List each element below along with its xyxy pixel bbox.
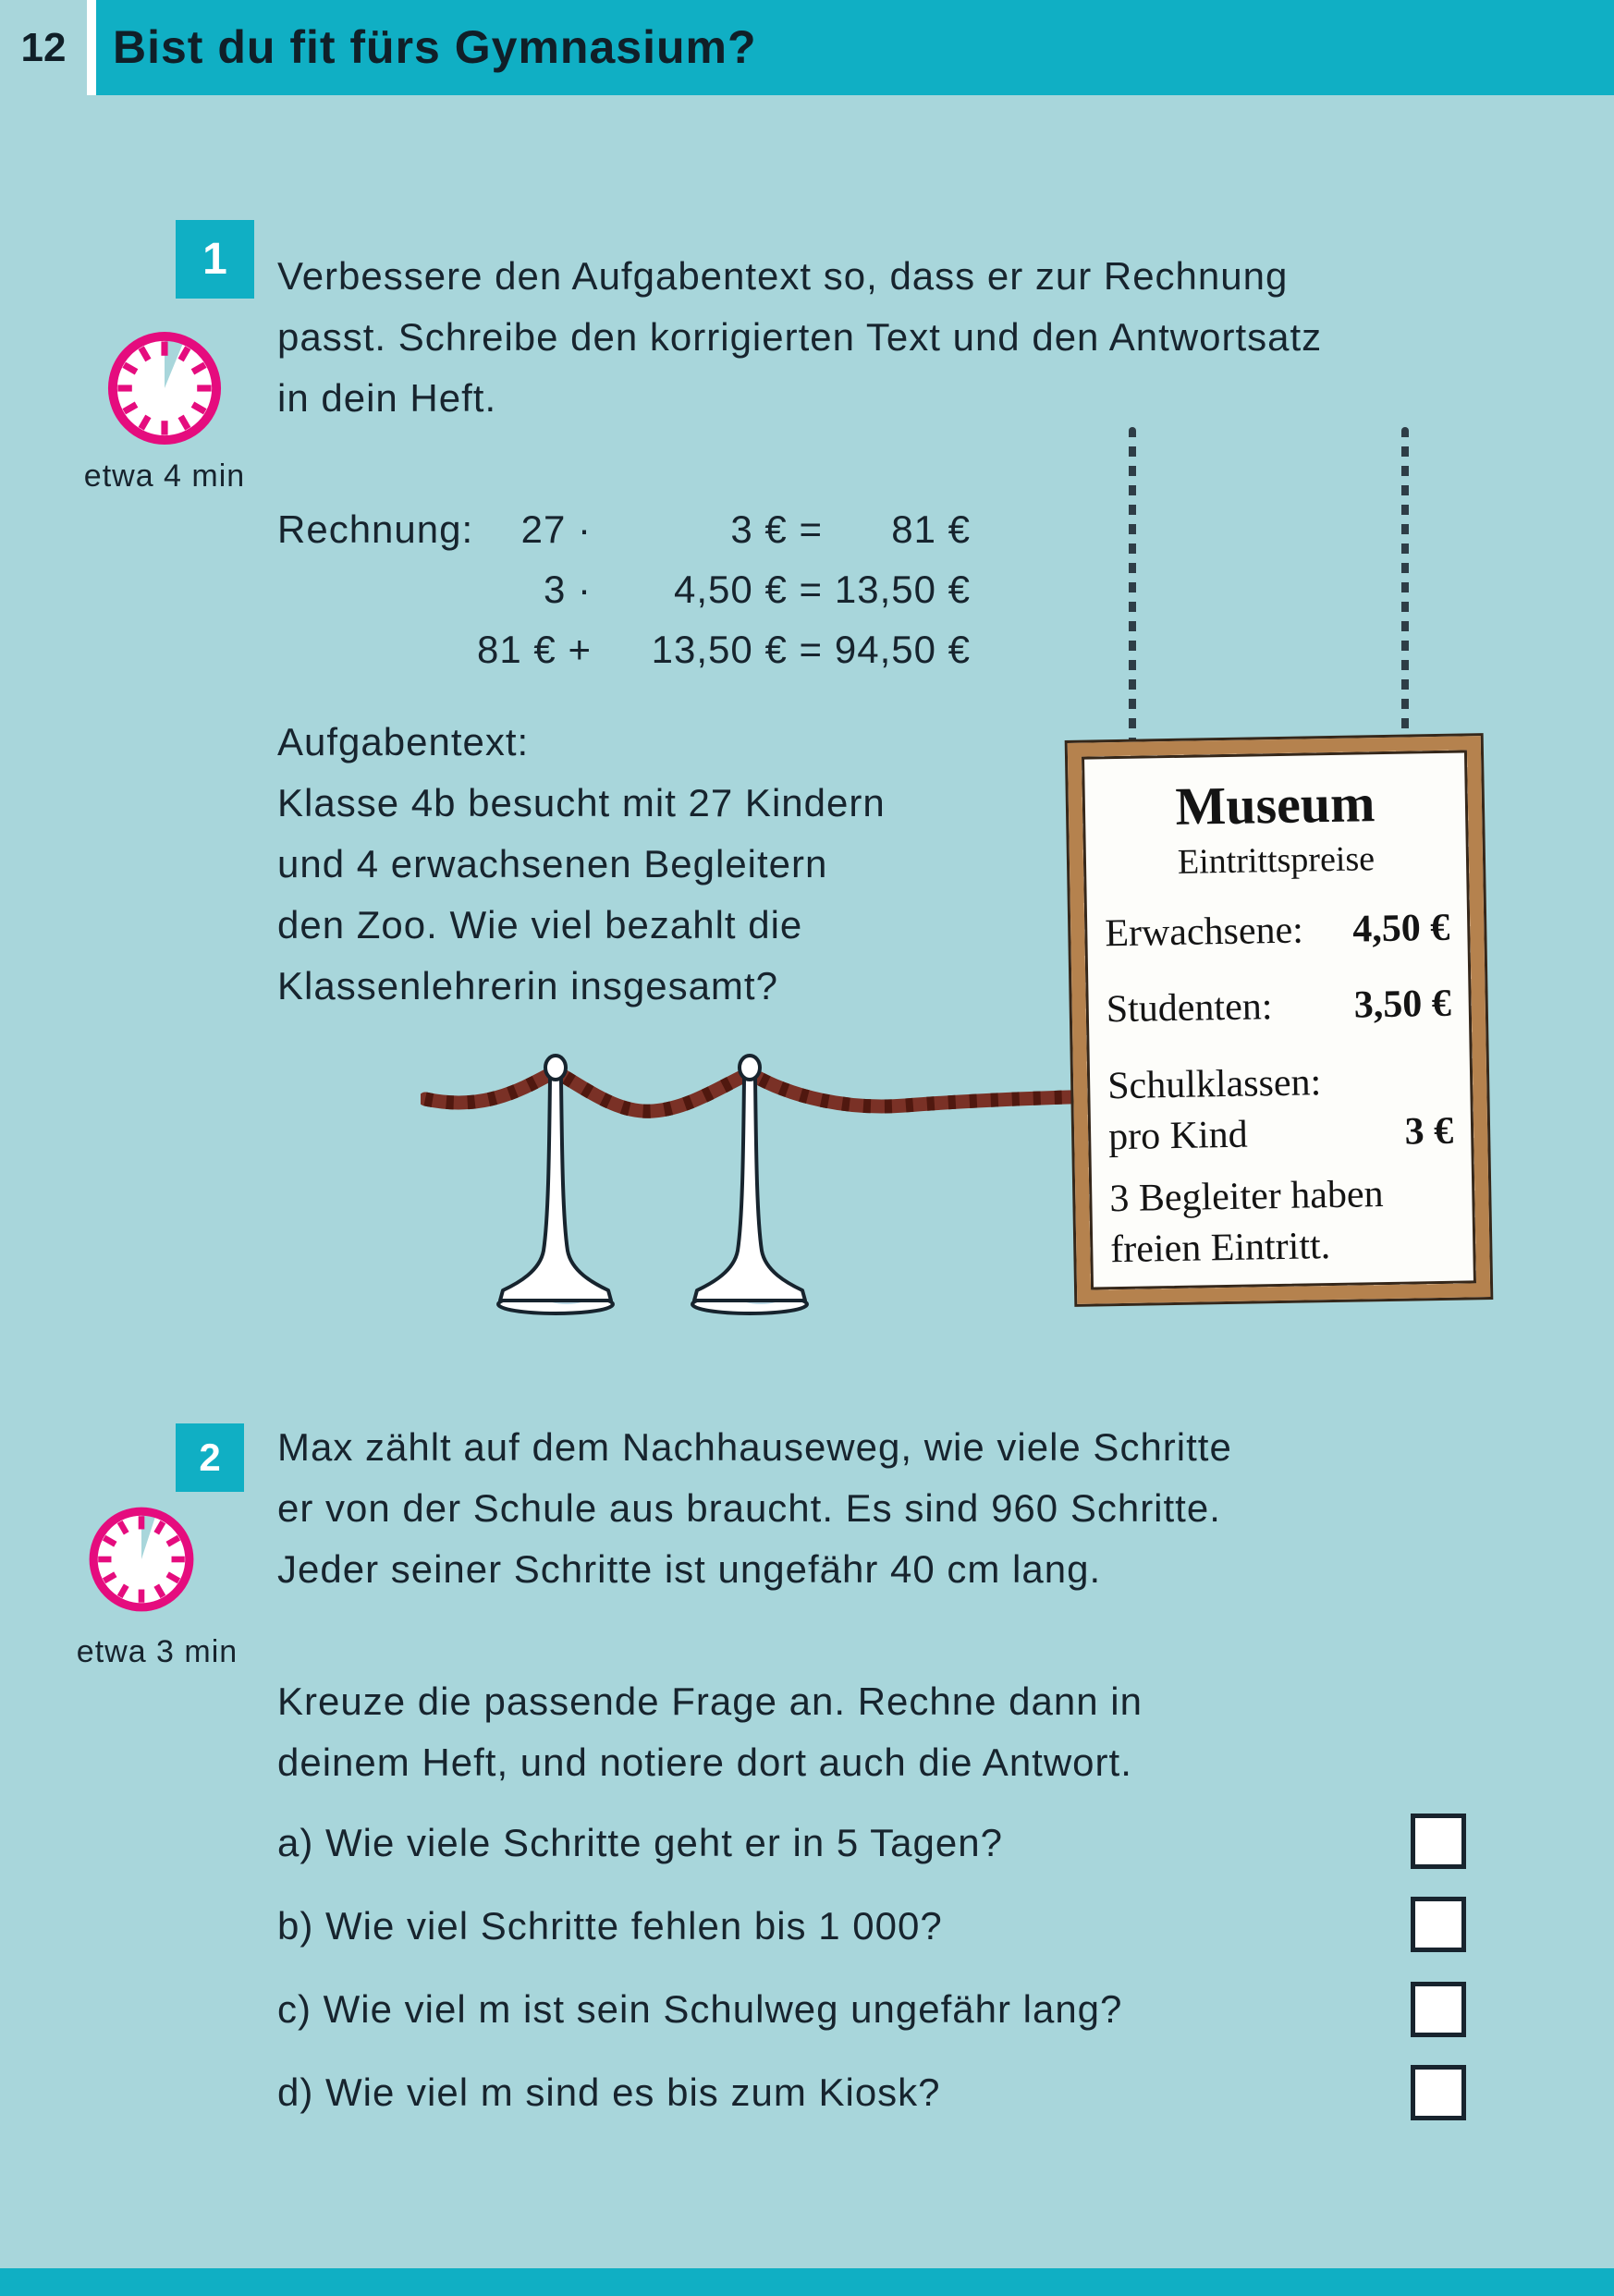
calc-operand: 81 € + [477, 628, 592, 671]
sign-subtitle: Eintrittspreise [1177, 839, 1376, 882]
exercise-2-number: 2 [199, 1435, 221, 1479]
calc-operand: 13,50 € = [651, 628, 823, 671]
calc-label [277, 559, 453, 619]
calc-result: 81 € [891, 507, 971, 551]
intro-line: in dein Heft. [277, 376, 497, 420]
calculation-row [277, 619, 971, 679]
calculation-row [277, 559, 971, 619]
time-estimate-label: etwa 4 min [83, 458, 246, 494]
sign-note-line: 3 Begleiter haben [1108, 1173, 1384, 1221]
question-c: c) Wie viel m ist sein Schulweg ungefähr lang? [277, 1987, 1123, 2031]
question-b: b) Wie viel Schritte fehlen bis 1 000? [277, 1904, 943, 1948]
price-row [1106, 982, 1451, 1032]
exercise-1-badge [176, 220, 254, 299]
footer-band [0, 2268, 1614, 2296]
price-value: 3 € [1404, 1109, 1454, 1154]
calc-label: Rechnung: [277, 507, 474, 551]
calc-operand: 3 € = [730, 507, 823, 551]
time-estimate-label: etwa 3 min [76, 1634, 238, 1669]
rope-barrier-illustration [421, 1031, 1105, 1336]
calc-label [277, 619, 453, 679]
intro-line: Verbessere den Aufgabentext so, dass er zur Rechnung [277, 254, 1289, 298]
answer-checkbox-a[interactable] [1411, 1814, 1466, 1869]
exercise-1-intro [277, 246, 1322, 429]
clock-icon [85, 1503, 198, 1616]
price-label: pro Kind [1107, 1113, 1249, 1159]
intro-line: er von der Schule aus braucht. Es sind 960 Schritte. [277, 1486, 1221, 1530]
answer-checkbox-b[interactable] [1411, 1897, 1466, 1952]
task-line: Klasse 4b besucht mit 27 Kindern [277, 781, 886, 824]
price-value: 3,50 € [1353, 982, 1452, 1027]
question-d: d) Wie viel m sind es bis zum Kiosk? [277, 2070, 941, 2114]
price-value: 4,50 € [1351, 906, 1450, 951]
task-line: und 4 erwachsenen Begleitern [277, 842, 828, 885]
header-divider [87, 0, 96, 95]
exercise-2-badge [176, 1423, 244, 1492]
price-label: Studenten: [1106, 985, 1273, 1032]
exercise-1-number: 1 [202, 235, 227, 284]
calculation-row [277, 499, 971, 559]
museum-price-sign [1068, 736, 1491, 1304]
intro-line: passt. Schreibe den korrigierten Text und den Antwortsatz [277, 315, 1323, 359]
instruction-line: deinem Heft, und notiere dort auch die Antwort. [277, 1740, 1132, 1784]
task-line: den Zoo. Wie viel bezahlt die [277, 903, 803, 946]
page-title: Bist du fit fürs Gymnasium? [113, 21, 757, 73]
calc-operand: 3 · [543, 568, 592, 611]
chain-icon [1129, 427, 1136, 751]
task-heading: Aufgabentext: [277, 720, 530, 763]
price-row [1105, 906, 1450, 957]
calculation-block [277, 499, 971, 679]
header-band [96, 0, 1614, 95]
task-line: Klassenlehrerin insgesamt? [277, 964, 778, 1008]
calc-result: 13,50 € [834, 568, 971, 611]
exercise-2-instructions [277, 1671, 1143, 1793]
exercise-1-task-text [277, 712, 886, 1017]
calc-operand: 4,50 € = [674, 568, 823, 611]
calc-result: 94,50 € [834, 628, 971, 671]
page-number-block [0, 0, 87, 95]
price-row [1108, 1109, 1454, 1160]
price-label: Erwachsene: [1104, 909, 1304, 956]
chain-icon [1401, 427, 1409, 751]
price-group-heading: Schulklassen: [1107, 1061, 1322, 1108]
answer-checkbox-c[interactable] [1411, 1982, 1466, 2037]
question-a: a) Wie viele Schritte geht er in 5 Tagen? [277, 1821, 1003, 1864]
sign-note [1109, 1168, 1456, 1276]
intro-line: Max zählt auf dem Nachhauseweg, wie viele Schritte [277, 1425, 1232, 1469]
page-number: 12 [20, 25, 67, 70]
instruction-line: Kreuze die passende Frage an. Rechne dann in [277, 1679, 1143, 1723]
sign-title: Museum [1174, 773, 1376, 837]
calc-operand: 27 · [520, 507, 592, 551]
sign-note-line: freien Eintritt. [1109, 1225, 1331, 1272]
clock-icon [104, 327, 226, 449]
exercise-2-intro [277, 1417, 1232, 1600]
answer-checkbox-d[interactable] [1411, 2065, 1466, 2120]
intro-line: Jeder seiner Schritte ist ungefähr 40 cm lang. [277, 1547, 1102, 1591]
